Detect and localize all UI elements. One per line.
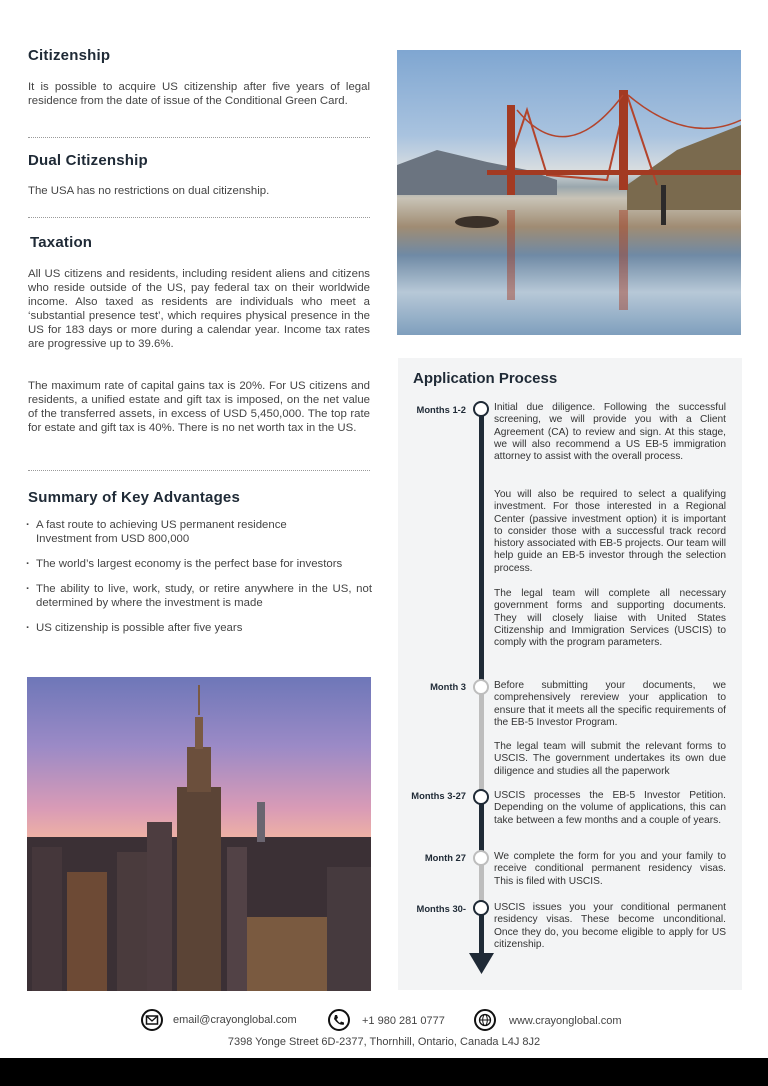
step-label: Months 30- <box>416 903 466 914</box>
email-link[interactable]: email@crayonglobal.com <box>173 1014 297 1026</box>
envelope-icon <box>141 1009 163 1031</box>
timeline-line <box>479 412 484 680</box>
divider <box>28 470 370 471</box>
step-label: Months 3-27 <box>411 790 466 801</box>
globe-icon <box>474 1009 496 1031</box>
bridge-illustration <box>397 50 741 335</box>
list-item: · The ability to live, work, study, or retire anywhere in the US, not determined by where the investment is made <box>26 582 372 610</box>
advantages-list <box>26 518 372 646</box>
website-link[interactable]: www.crayonglobal.com <box>509 1015 622 1027</box>
step-label: Months 1-2 <box>416 404 466 415</box>
divider <box>28 217 370 218</box>
new-york-skyline-photo <box>27 677 371 991</box>
address: 7398 Yonge Street 6D-2377, Thornhill, Ontario, Canada L4J 8J2 <box>227 1036 541 1048</box>
list-item: · The world’s largest economy is the perfect base for investors <box>26 557 372 571</box>
phone-icon <box>328 1009 350 1031</box>
advantages-heading: Summary of Key Advantages <box>28 489 241 506</box>
timeline-line <box>479 910 484 958</box>
timeline-node <box>473 789 489 805</box>
step-text: Before submitting your documents, we comprehensively rereview your application to ensure that it meets all the specific requirements of the EB-5 Investor Program. <box>494 680 726 728</box>
timeline-node <box>473 850 489 866</box>
citizenship-heading: Citizenship <box>28 47 111 64</box>
timeline-line <box>479 800 484 855</box>
golden-gate-bridge-photo <box>397 50 741 335</box>
citizenship-text: It is possible to acquire US citizenship after five years of legal residence from the date of issue of the Conditional Green Card. <box>28 81 370 107</box>
step-text: Initial due diligence. Following the successful screening, we will provide you with a Client Agreement (CA) to review and sign. At this stage, we will also recommend a US EB-5 immigration attorney to assist with the overall process. <box>494 402 726 463</box>
taxation-heading: Taxation <box>30 234 93 251</box>
list-item: · A fast route to achieving US permanent residence Investment from USD 800,000 <box>26 518 372 546</box>
step-text: The legal team will submit the relevant forms to USCIS. The government undertakes its own due diligence and studies all the paperwork <box>494 741 726 777</box>
skyline-illustration <box>27 677 371 991</box>
step-text: You will also be required to select a qualifying investment. For those interested in a Regional Center (passive investment option) it is important to consider those with a successful track record history associated with EB-5 projects. Our team will help guide an EB-5 investor through the selection process. <box>494 489 726 574</box>
step-label: Month 3 <box>430 681 466 692</box>
timeline-node <box>473 679 489 695</box>
step-text: USCIS processes the EB-5 Investor Petition. Depending on the volume of applications, this can take between a few months and a couple of years. <box>494 790 726 826</box>
divider <box>28 137 370 138</box>
list-item: · US citizenship is possible after five years <box>26 621 372 635</box>
step-text: We complete the form for you and your family to receive conditional permanent residency visas. This is filed with USCIS. <box>494 851 726 887</box>
timeline-line <box>479 860 484 905</box>
dual-citizenship-heading: Dual Citizenship <box>28 152 148 169</box>
timeline-node <box>473 900 489 916</box>
bottom-bar <box>0 1058 768 1086</box>
taxation-text-2: The maximum rate of capital gains tax is 20%. For US citizens and residents, a unified estate and gift tax is imposed, on the net value of the transferred assets, in excess of USD 5,450,000. The top rate for estate and gift tax is 40%. There is no net worth tax in the US. <box>28 380 370 434</box>
taxation-text-1: All US citizens and residents, including resident aliens and citizens who reside outside of the US, pay federal tax on their worldwide income. Also taxed as residents are individuals who meet a ‘substantial presence test’, which requires physical presence in the US for 183 days or more during a calendar year. Income tax rates are progressive up to 39.6%. <box>28 268 370 350</box>
step-text: The legal team will complete all necessary government forms and supporting documents. They will closely liaise with United States Citizenship and Immigration Services (USCIS) to comply with the program parameters. <box>494 588 726 649</box>
phone-link[interactable]: +1 980 281 0777 <box>362 1015 445 1027</box>
step-text: USCIS issues you your conditional permanent residency visas. These become unconditional. Once they do, you become eligible to apply for US citizenship. <box>494 902 726 950</box>
timeline-arrow-icon <box>469 953 494 975</box>
step-label: Month 27 <box>424 852 466 863</box>
dual-citizenship-text: The USA has no restrictions on dual citizenship. <box>28 185 270 197</box>
application-process-heading: Application Process <box>413 370 558 387</box>
timeline-node <box>473 401 489 417</box>
timeline-line <box>479 690 484 795</box>
